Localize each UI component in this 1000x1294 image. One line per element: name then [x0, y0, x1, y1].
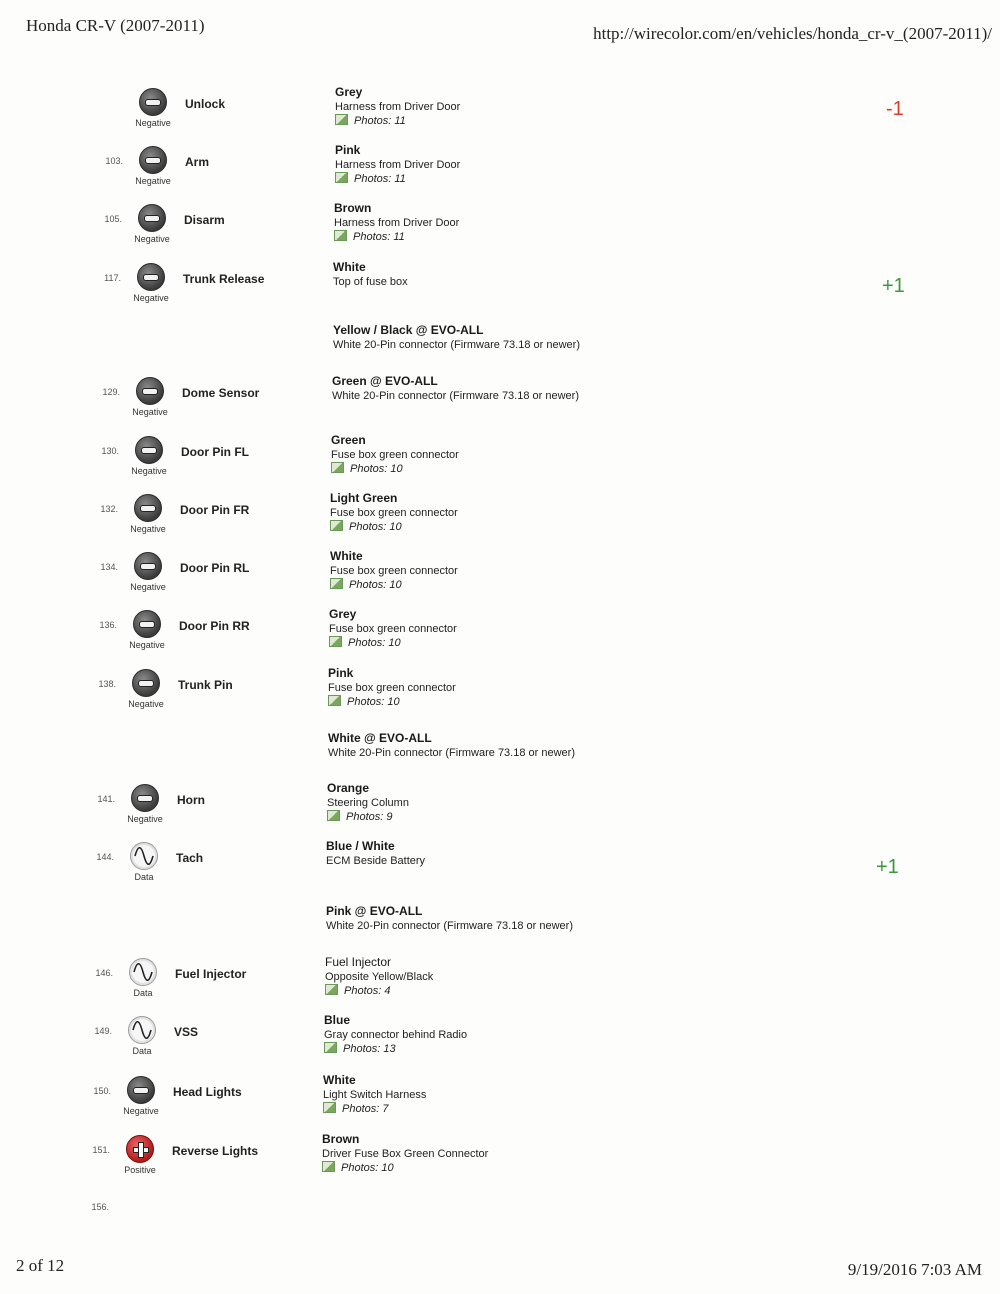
- photos-count: 9: [386, 811, 393, 823]
- photos-label: Photos:: [354, 115, 392, 127]
- row-number: 117.: [104, 273, 121, 283]
- table-row: [0, 84, 1000, 140]
- polarity-label: Negative: [130, 582, 166, 592]
- table-row: [0, 780, 1000, 836]
- polarity-label: Negative: [133, 293, 169, 303]
- function-name: Door Pin FR: [180, 503, 250, 517]
- function-name: Door Pin RL: [180, 561, 250, 575]
- wire-location: Light Switch Harness: [323, 1089, 427, 1101]
- function-name: Head Lights: [173, 1085, 242, 1099]
- wire-location: Steering Column: [327, 797, 409, 809]
- photo-icon: [327, 810, 340, 821]
- polarity-label: Negative: [129, 640, 165, 650]
- photos-count: 10: [388, 637, 401, 649]
- photos-count: 10: [387, 696, 400, 708]
- wire-info: [328, 731, 575, 760]
- wire-info: [323, 1073, 426, 1116]
- wire-location: White 20-Pin connector (Firmware 73.18 or newer): [333, 339, 580, 351]
- wire-info: [335, 143, 460, 186]
- polarity-label: Positive: [124, 1165, 156, 1175]
- wire-color: Fuel Injector: [325, 955, 392, 969]
- negative-icon: [134, 494, 162, 522]
- wire-color: Blue: [324, 1013, 351, 1027]
- row-number: 132.: [100, 504, 118, 514]
- photos-label: Photos:: [346, 811, 384, 823]
- function-name: VSS: [174, 1025, 199, 1039]
- negative-icon: [127, 1076, 155, 1104]
- plus-one-mark: +1: [876, 856, 899, 878]
- photos-link[interactable]: [331, 462, 459, 476]
- wire-location: Fuse box green connector: [330, 565, 458, 577]
- wire-info: [327, 781, 409, 824]
- wire-color: White @ EVO-ALL: [328, 731, 432, 745]
- function-name: Reverse Lights: [172, 1144, 259, 1158]
- polarity-label: Negative: [123, 1106, 159, 1116]
- wire-location: Harness from Driver Door: [334, 217, 460, 229]
- photos-link[interactable]: [335, 114, 460, 128]
- wire-location: Opposite Yellow/Black: [325, 971, 434, 983]
- polarity-label: Negative: [128, 699, 164, 709]
- negative-icon: [137, 263, 165, 291]
- table-row: [0, 730, 1000, 786]
- wire-color: Grey: [329, 607, 357, 621]
- photos-label: Photos:: [350, 463, 388, 475]
- table-row: [0, 665, 1000, 721]
- polarity-label: Data: [134, 872, 154, 882]
- wire-location: Fuse box green connector: [330, 507, 458, 519]
- function-name: Arm: [185, 155, 210, 169]
- table-row: [0, 432, 1000, 488]
- wire-location: White 20-Pin connector (Firmware 73.18 or newer): [326, 920, 573, 932]
- table-row: [0, 954, 1000, 1010]
- data-wave-icon: [128, 1016, 156, 1044]
- wire-color: Green @ EVO-ALL: [332, 374, 438, 388]
- wire-info: [334, 201, 459, 244]
- minus-one-mark: -1: [886, 98, 904, 120]
- function-name: Unlock: [185, 97, 226, 111]
- photos-count: 11: [394, 173, 406, 185]
- wire-location: Driver Fuse Box Green Connector: [322, 1148, 489, 1160]
- photos-link[interactable]: [330, 578, 458, 592]
- wire-color: White: [333, 260, 366, 274]
- table-row: [0, 1072, 1000, 1128]
- row-number: 103.: [105, 156, 123, 166]
- table-row: [0, 490, 1000, 546]
- table-row: [0, 606, 1000, 662]
- function-name: Disarm: [184, 213, 225, 227]
- function-name: Door Pin FL: [181, 445, 249, 459]
- wire-info: [331, 433, 459, 476]
- photos-label: Photos:: [349, 521, 387, 533]
- negative-icon: [136, 377, 164, 405]
- table-row: [0, 1012, 1000, 1068]
- wire-color: Orange: [327, 781, 370, 795]
- photos-link[interactable]: [322, 1161, 488, 1175]
- row-number: 129.: [102, 387, 120, 397]
- wire-color: Yellow / Black @ EVO-ALL: [333, 323, 484, 337]
- polarity-label: Negative: [131, 466, 167, 476]
- data-wave-icon: [129, 958, 157, 986]
- row-number: 105.: [104, 214, 122, 224]
- photos-link[interactable]: [335, 172, 460, 186]
- photos-label: Photos:: [349, 579, 387, 591]
- negative-icon: [134, 552, 162, 580]
- polarity-label: Negative: [132, 407, 168, 417]
- table-row: [0, 548, 1000, 604]
- wire-info: [333, 260, 408, 289]
- wire-color: Blue / White: [326, 839, 395, 853]
- wire-location: Harness from Driver Door: [335, 101, 461, 113]
- function-name: Door Pin RR: [179, 619, 250, 633]
- wire-info: [326, 839, 425, 868]
- row-number: 144.: [96, 852, 114, 862]
- plus-one-mark: +1: [882, 275, 905, 297]
- photos-label: Photos:: [354, 173, 392, 185]
- row-number: 149.: [94, 1026, 112, 1036]
- wire-color: Green: [331, 433, 366, 447]
- photos-link[interactable]: [328, 695, 456, 709]
- negative-icon: [135, 436, 163, 464]
- function-name: Fuel Injector: [175, 967, 247, 981]
- photos-label: Photos:: [342, 1103, 380, 1115]
- photos-label: Photos:: [344, 985, 382, 997]
- function-name: Trunk Release: [183, 272, 265, 286]
- photos-link[interactable]: [324, 1042, 467, 1056]
- photos-count: 10: [389, 579, 402, 591]
- wire-color: Grey: [335, 85, 363, 99]
- photo-icon: [329, 636, 342, 647]
- data-wave-icon: [130, 842, 158, 870]
- photos-link[interactable]: [323, 1102, 426, 1116]
- wire-info: [325, 955, 433, 998]
- photo-icon: [335, 172, 348, 183]
- function-name: Tach: [176, 851, 204, 865]
- table-row: [0, 373, 1000, 429]
- wire-location: Gray connector behind Radio: [324, 1029, 468, 1041]
- photos-count: 10: [390, 463, 403, 475]
- table-row: [0, 259, 1000, 315]
- wire-info: [332, 374, 579, 403]
- wire-color: Pink @ EVO-ALL: [326, 904, 423, 918]
- wire-color: Brown: [334, 201, 372, 215]
- polarity-label: Data: [133, 988, 153, 998]
- negative-icon: [139, 146, 167, 174]
- footer-page-number: 2 of 12: [16, 1256, 65, 1275]
- photos-label: Photos:: [348, 637, 386, 649]
- wire-info: [328, 666, 456, 709]
- wire-location: Fuse box green connector: [329, 623, 457, 635]
- photo-icon: [330, 578, 343, 589]
- photo-icon: [323, 1102, 336, 1113]
- photo-icon: [335, 114, 348, 125]
- wire-location: Top of fuse box: [333, 276, 408, 288]
- photo-icon: [330, 520, 343, 531]
- photos-label: Photos:: [343, 1043, 381, 1055]
- polarity-label: Data: [132, 1046, 152, 1056]
- row-number: 138.: [98, 679, 116, 689]
- polarity-label: Negative: [127, 814, 163, 824]
- photo-icon: [328, 695, 341, 706]
- photos-label: Photos:: [341, 1162, 379, 1174]
- photos-link[interactable]: [330, 520, 458, 534]
- photos-label: Photos:: [353, 231, 391, 243]
- table-row: [0, 322, 1000, 378]
- photos-count: 11: [394, 115, 406, 127]
- wire-color: Light Green: [330, 491, 398, 505]
- row-number: 156.: [91, 1202, 109, 1212]
- polarity-label: Negative: [135, 118, 171, 128]
- wire-color: Pink: [328, 666, 354, 680]
- polarity-label: Negative: [130, 524, 166, 534]
- wire-color: White: [330, 549, 363, 563]
- photos-count: 10: [389, 521, 402, 533]
- photo-icon: [322, 1161, 335, 1172]
- wire-info: [330, 549, 458, 592]
- negative-icon: [138, 204, 166, 232]
- row-number: 130.: [101, 446, 119, 456]
- wire-info: [330, 491, 458, 534]
- photo-icon: [324, 1042, 337, 1053]
- row-number: 136.: [99, 620, 117, 630]
- header-url: http://wirecolor.com/en/vehicles/honda_cr-v_(2007-2011)/: [593, 24, 992, 43]
- wire-info: [333, 323, 580, 352]
- wire-info: [324, 1013, 467, 1056]
- negative-icon: [132, 669, 160, 697]
- photo-icon: [334, 230, 347, 241]
- wire-color: Brown: [322, 1132, 360, 1146]
- table-row: [0, 142, 1000, 198]
- table-row: [0, 1188, 1000, 1244]
- footer-timestamp: 9/19/2016 7:03 AM: [847, 1260, 982, 1279]
- row-number: 150.: [93, 1086, 111, 1096]
- wire-color: White: [323, 1073, 356, 1087]
- photos-link[interactable]: [329, 636, 457, 650]
- table-row: [0, 1131, 1000, 1187]
- photos-link[interactable]: [325, 984, 433, 998]
- wire-info: [329, 607, 457, 650]
- polarity-label: Negative: [134, 234, 170, 244]
- table-row: [0, 200, 1000, 256]
- photos-count: 13: [383, 1043, 396, 1055]
- wire-location: Fuse box green connector: [331, 449, 459, 461]
- wire-info: [326, 904, 573, 933]
- wire-location: Fuse box green connector: [328, 682, 456, 694]
- wire-info: [335, 85, 460, 128]
- photos-count: 11: [393, 231, 405, 243]
- photos-count: 4: [384, 985, 391, 997]
- wire-location: ECM Beside Battery: [326, 855, 426, 867]
- photos-count: 10: [381, 1162, 394, 1174]
- wire-location: White 20-Pin connector (Firmware 73.18 or newer): [332, 390, 579, 402]
- wire-location: White 20-Pin connector (Firmware 73.18 or newer): [328, 747, 575, 759]
- table-row: [0, 838, 1000, 894]
- photos-label: Photos:: [347, 696, 385, 708]
- row-number: 151.: [92, 1145, 110, 1155]
- negative-icon: [133, 610, 161, 638]
- table-row: [0, 903, 1000, 959]
- row-number: 141.: [97, 794, 115, 804]
- function-name: Horn: [177, 793, 205, 807]
- row-number: 146.: [95, 968, 113, 978]
- photo-icon: [325, 984, 338, 995]
- photos-link[interactable]: [334, 230, 459, 244]
- row-number: 134.: [100, 562, 118, 572]
- function-name: Trunk Pin: [178, 678, 233, 692]
- negative-icon: [139, 88, 167, 116]
- photo-icon: [331, 462, 344, 473]
- header-vehicle-title: Honda CR-V (2007-2011): [26, 16, 205, 35]
- wire-location: Harness from Driver Door: [335, 159, 461, 171]
- polarity-label: Negative: [135, 176, 171, 186]
- positive-icon: [126, 1135, 154, 1163]
- function-name: Dome Sensor: [182, 386, 260, 400]
- wire-info: [322, 1132, 488, 1175]
- photos-count: 7: [382, 1103, 389, 1115]
- negative-icon: [131, 784, 159, 812]
- photos-link[interactable]: [327, 810, 409, 824]
- wire-color: Pink: [335, 143, 361, 157]
